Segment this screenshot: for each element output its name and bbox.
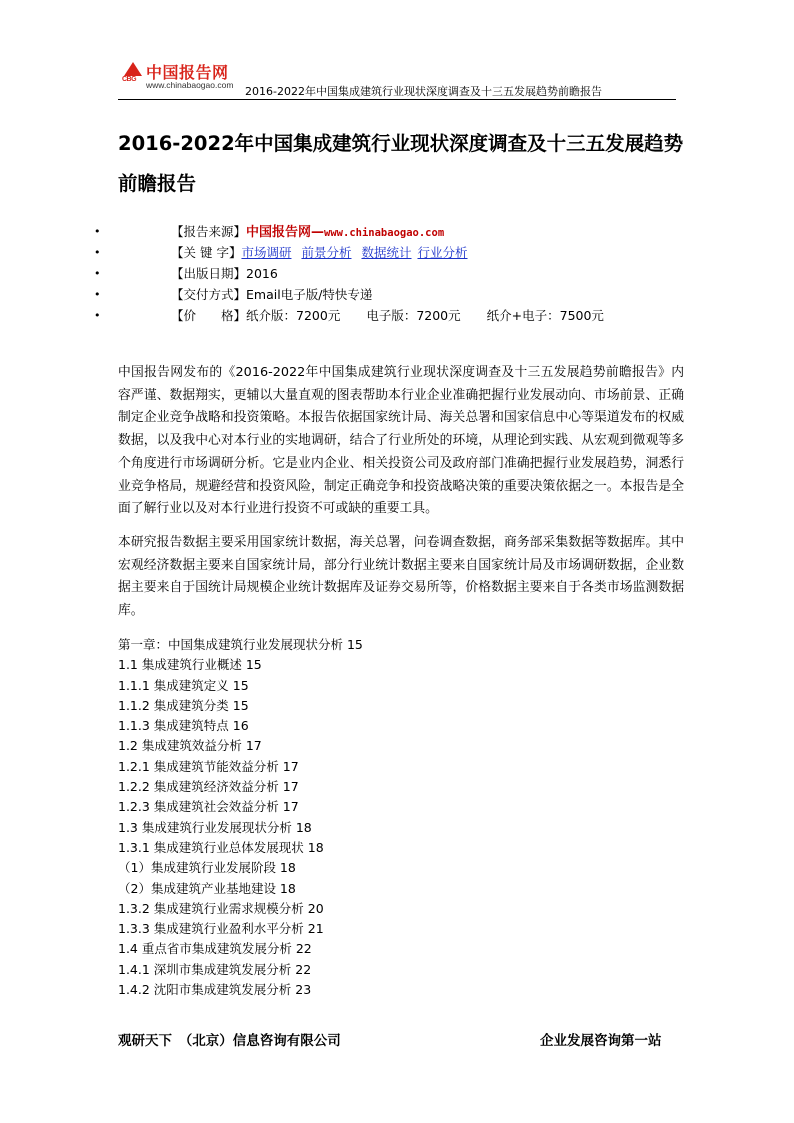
- delivery-label: 【交付方式】: [171, 287, 247, 302]
- date-label: 【出版日期】: [171, 266, 247, 281]
- toc-entry: 1.4.1 深圳市集成建筑发展分析 22: [118, 961, 312, 977]
- keyword-link[interactable]: 数据统计: [361, 245, 412, 260]
- price-paper: 纸介版：7200元: [246, 308, 341, 323]
- bullet-icon: •: [94, 225, 101, 238]
- chinabaogao-logo-icon: CBG: [122, 62, 142, 84]
- toc-entry: 第一章：中国集成建筑行业发展现状分析 15: [118, 637, 363, 652]
- toc-entry: 1.2.2 集成建筑经济效益分析 17: [118, 779, 299, 795]
- toc-entry: 1.3.3 集成建筑行业盈利水平分析 21: [118, 921, 324, 937]
- toc-entry: 1.4 重点省市集成建筑发展分析 22: [118, 941, 312, 957]
- toc-entry: 1.1.3 集成建筑特点 16: [118, 718, 249, 734]
- footer-company: 观研天下 （北京）信息咨询有限公司: [118, 1033, 341, 1049]
- table-of-contents: [118, 635, 678, 1000]
- toc-entry: 1.3.1 集成建筑行业总体发展现状 18: [118, 839, 324, 855]
- toc-entry: （1）集成建筑行业发展阶段 18: [118, 860, 296, 876]
- keywords-label: 【关 键 字】: [171, 245, 242, 260]
- keyword-link[interactable]: 行业分析: [417, 245, 468, 260]
- bullet-icon: •: [94, 267, 101, 280]
- source-label: 【报告来源】: [171, 224, 247, 239]
- price-both: 纸介+电子：7500元: [486, 308, 604, 323]
- source-value: 中国报告网—: [246, 225, 325, 240]
- data-source-paragraph: 本研究报告数据主要采用国家统计数据，海关总署，问卷调查数据，商务部采集数据等数据库。其中宏观经济数据主要来自国家统计局，部分行业统计数据主要来自国家统计局及市场调研数据，企业数据主要来自于国统计局规模企业统计数据库及证券交易所等，价格数据主要来自于各类市场监测数据库。: [118, 535, 684, 619]
- keyword-link[interactable]: 前景分析: [301, 245, 352, 260]
- toc-entry: 1.3.2 集成建筑行业需求规模分析 20: [118, 900, 324, 916]
- site-logo: [118, 60, 248, 100]
- delivery-value: Email电子版/特快专递: [246, 287, 373, 302]
- logo-name: 中国报告网: [146, 63, 229, 82]
- toc-entry: 1.1.1 集成建筑定义 15: [118, 677, 249, 693]
- toc-entry: （2）集成建筑产业基地建设 18: [118, 880, 296, 896]
- running-header-title: 2016-2022年中国集成建筑行业现状深度调查及十三五发展趋势前瞻报告: [245, 85, 602, 98]
- toc-entry: 1.2.3 集成建筑社会效益分析 17: [118, 799, 299, 815]
- logo-url: www.chinabaogao.com: [146, 80, 234, 90]
- source-url[interactable]: www.chinabaogao.com: [324, 227, 445, 239]
- price-electronic: 电子版：7200元: [366, 308, 461, 323]
- bullet-icon: •: [94, 288, 101, 301]
- toc-entry: 1.1.2 集成建筑分类 15: [118, 697, 249, 713]
- toc-entry: 1.3 集成建筑行业发展现状分析 18: [118, 819, 312, 835]
- keyword-link[interactable]: 市场调研: [241, 245, 292, 260]
- footer-slogan: 企业发展咨询第一站: [540, 1033, 662, 1049]
- toc-entry: 1.1 集成建筑行业概述 15: [118, 657, 262, 673]
- toc-entry: 1.2 集成建筑效益分析 17: [118, 738, 262, 754]
- bullet-icon: •: [94, 246, 101, 259]
- price-label: 【价 格】: [171, 308, 247, 323]
- date-value: 2016: [246, 266, 278, 281]
- header-divider: [118, 99, 676, 100]
- intro-paragraph: 中国报告网发布的《2016-2022年中国集成建筑行业现状深度调查及十三五发展趋势前瞻报告》内容严谨、数据翔实，更辅以大量直观的图表帮助本行业企业准确把握行业发展动向、市场前景、正确制定企业竞争战略和投资策略。本报告依据国家统计局、海关总署和国家信息中心等渠道发布的权威数据，以及我中心对本行业的实地调研，结合了行业所处的环境，从理论到实践、从宏观到微观等多个角度进行市场调研分析。它是业内企业、相关投资公司及政府部门准确把握行业发展趋势，洞悉行业竞争格局，规避经营和投资风险，制定正确竞争和投资战略决策的重要决策依据之一。本报告是全面了解行业以及对本行业进行投资不可或缺的重要工具。: [118, 365, 684, 517]
- report-title: 2016-2022年中国集成建筑行业现状深度调查及十三五发展趋势前瞻报告: [118, 132, 684, 195]
- toc-entry: 1.2.1 集成建筑节能效益分析 17: [118, 758, 299, 774]
- bullet-icon: •: [94, 309, 101, 322]
- toc-entry: 1.4.2 沈阳市集成建筑发展分析 23: [118, 982, 312, 998]
